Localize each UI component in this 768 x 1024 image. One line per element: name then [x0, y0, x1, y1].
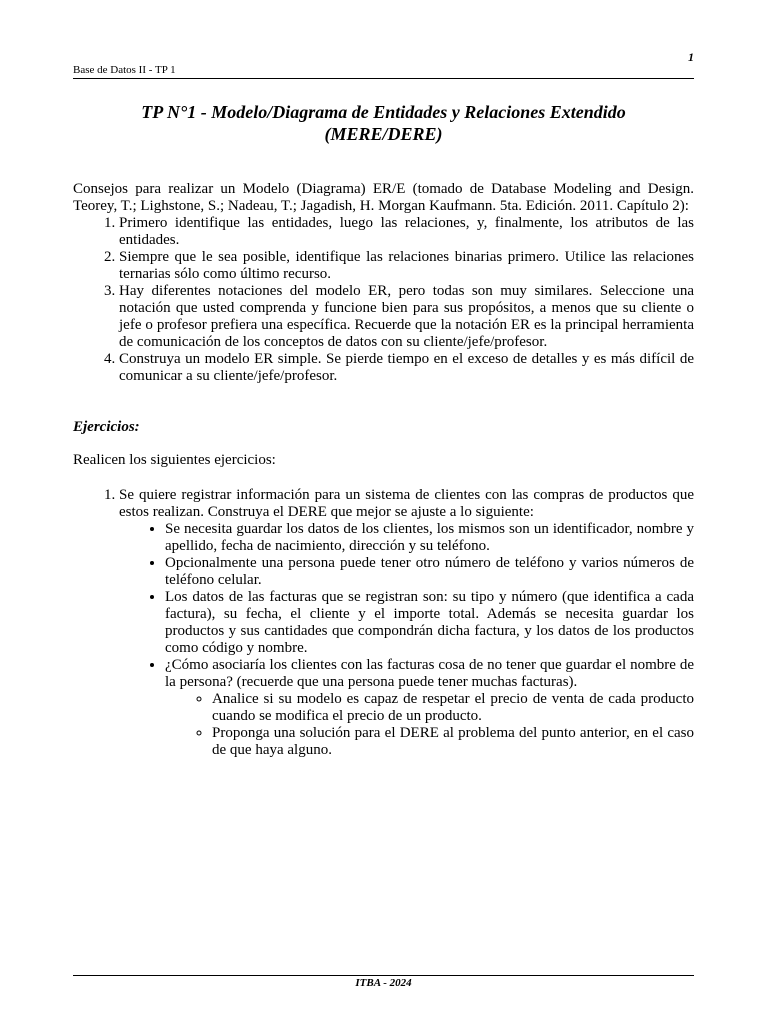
- bullet-item: • Se necesita guardar los datos de los clientes, los mismos son un identificador, nombre y apellido, fecha de nacimiento, dirección y su teléfono.: [165, 521, 694, 555]
- exercise-item: [119, 487, 694, 759]
- sub-bullet-item: ◦ Proponga una solución para el DERE al problema del punto anterior, en el caso de que haya alguno.: [212, 725, 694, 759]
- bullet-item: • Los datos de las facturas que se registran son: su tipo y número (que identifica a cada factura), su fecha, el cliente y el importe total. Además se necesita guardar los productos y sus cantidades que compondrán dicha factura, y los datos de los productos como código y nombre.: [165, 589, 694, 657]
- exercises-heading: Ejercicios:: [73, 419, 140, 435]
- bullet-item: [165, 657, 694, 759]
- footer-rule: [73, 975, 694, 976]
- bullet-item: • Opcionalmente una persona puede tener otro número de teléfono y varios números de teléfono celular.: [165, 555, 694, 589]
- tip-item: 4. Construya un modelo ER simple. Se pierde tiempo en el exceso de detalles y es más difícil de comunicar a su cliente/jefe/profesor.: [119, 351, 694, 385]
- intro-paragraph: Consejos para realizar un Modelo (Diagrama) ER/E (tomado de Database Modeling and Design. Teorey, T.; Lighstone, S.; Nadeau, T.; Jagadish, H. Morgan Kaufmann. 5ta. Edición. 2011. Capítulo 2):: [73, 181, 694, 214]
- tip-item: 3. Hay diferentes notaciones del modelo ER, pero todas son muy similares. Seleccione una notación que usted comprenda y funcione bien para sus propósitos, a menos que su cliente o jefe o profesor prefiera una específica. Recuerde que la notación ER es la principal herramienta de comunicación de los conceptos de datos con su cliente/jefe/profesor.: [119, 283, 694, 351]
- running-header: Base de Datos II - TP 1: [73, 64, 176, 76]
- sub-bullet-item: ◦ Analice si su modelo es capaz de respetar el precio de venta de cada producto cuando se modifica el precio de un producto.: [212, 691, 694, 725]
- page-body: [73, 101, 694, 759]
- tip-item: 1. Primero identifique las entidades, luego las relaciones, y, finalmente, los atributos de las entidades.: [119, 215, 694, 249]
- sub-bullets: [165, 691, 694, 759]
- bullet-text: ¿Cómo asociaría los clientes con las facturas cosa de no tener que guardar el nombre de la persona? (recuerde que una persona puede tener muchas facturas).: [165, 657, 694, 690]
- header-rule: [73, 78, 694, 79]
- tip-item: 2. Siempre que le sea posible, identifique las relaciones binarias primero. Utilice las relaciones ternarias sólo como último recurso.: [119, 249, 694, 283]
- page-footer: ITBA - 2024: [355, 977, 412, 989]
- tips-list: [73, 215, 694, 385]
- exercises-intro: Realicen los siguientes ejercicios:: [73, 452, 276, 468]
- exercise-bullets: [119, 521, 694, 759]
- page-number: 1: [688, 50, 694, 64]
- exercise-text: Se quiere registrar información para un sistema de clientes con las compras de productos que estos realizan. Construya el DERE que mejor se ajuste a lo siguiente:: [119, 487, 694, 520]
- document-title: TP N°1 - Modelo/Diagrama de Entidades y Relaciones Extendido (MERE/DERE): [141, 102, 626, 144]
- exercises-list: [73, 487, 694, 759]
